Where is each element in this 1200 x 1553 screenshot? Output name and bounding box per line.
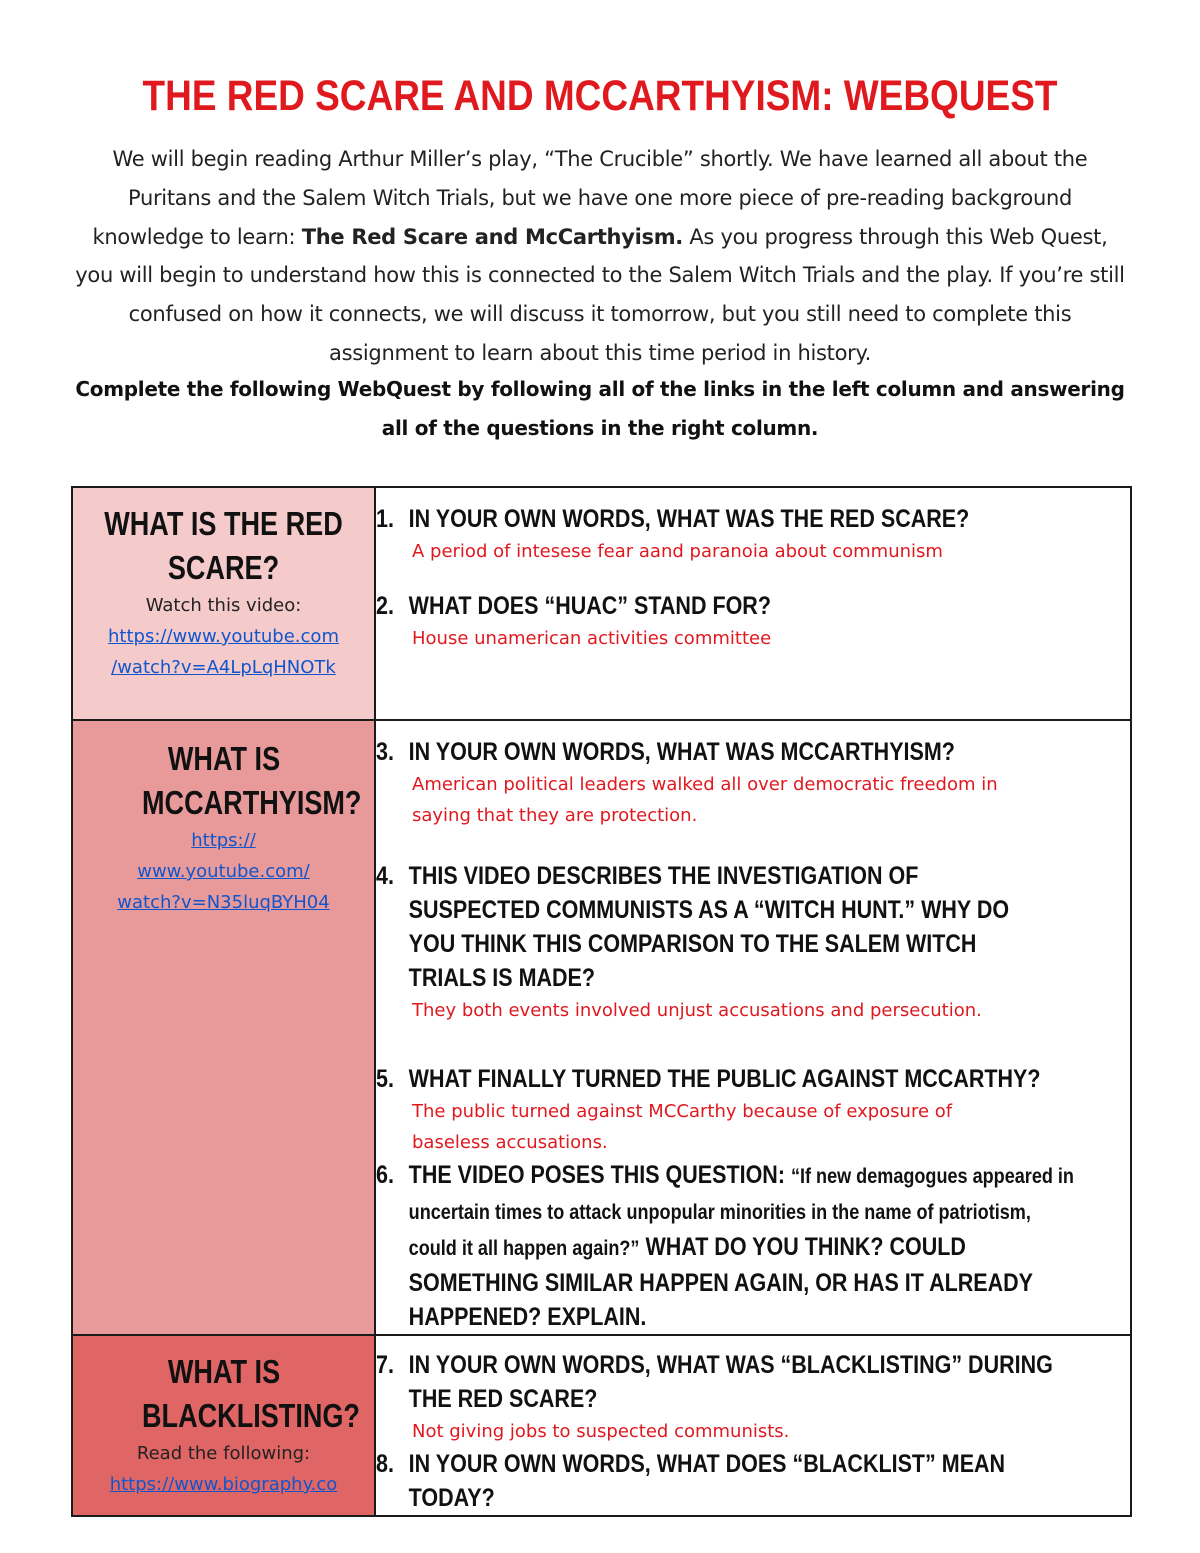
question-4: 4. THIS VIDEO DESCRIBES THE INVESTIGATION OF SUSPECTED COMMUNISTS AS A “WITCH HUNT.” WHY DO YOU THINK THIS COMPARISON TO THE SALEM WITCH TRIALS IS MADE? [376,862,1010,992]
intro-text-1: We will begin reading Arthur Miller’s play, “The Crucible” shortly. We have learned all about the Puritans and the Salem Witch Trials, but we have one more piece of pre-reading background knowledge to learn: [92,147,1088,249]
question-5: 5. WHAT FINALLY TURNED THE PUBLIC AGAINST MCCARTHY? [376,1065,1041,1093]
section-cell-red-scare [72,487,375,720]
intro-text-2: As you progress through this Web Quest, you will begin to understand how this is connected to the Salem Witch Trials and the play. If you’re still confused on how it connects, we will discuss it tomorrow, but you still need to complete this assignment to learn about this time period in history. [75,224,1125,365]
question-6: 6. THE VIDEO POSES THIS QUESTION: “If new demagogues appeared in uncertain times to attack unpopular minorities in the name of patriotism, could it all happen again?” WHAT DO YOU THINK? COULD SOMETHING SIMILAR HAPPEN AGAIN, OR HAS IT ALREADY HAPPENED? EXPLAIN. [376,1161,1074,1331]
answer-7: Not giving jobs to suspected communists. [412,1421,790,1442]
answer-3: American political leaders walked all over democratic freedom in saying that they are protection. [412,774,998,826]
section-subtitle: Read the following: [136,1443,311,1464]
table-row [72,1335,1131,1516]
intro-paragraph [72,140,1128,373]
section-cell-mccarthyism [72,720,375,1335]
intro-bold-topic: The Red Scare and McCarthyism. [301,224,683,249]
section-title: WHAT IS BLACKLISTING? [141,1353,360,1434]
answer-1: A period of intesese fear aand paranoia about communism [412,541,943,562]
answer-5: The public turned against MCCarthy because of exposure of baseless accusations. [412,1101,953,1153]
questions-cell [375,1335,1131,1516]
webquest-table [71,486,1132,1517]
video-link[interactable]: https://www.youtube.com /watch?v=A4LpLqHNOTk [108,626,339,678]
question-8: 8. IN YOUR OWN WORDS, WHAT DOES “BLACKLIST” MEAN TODAY? [376,1450,1006,1512]
question-3: 3. IN YOUR OWN WORDS, WHAT WAS MCCARTHYISM? [376,738,955,766]
section-title: WHAT IS MCCARTHYISM? [141,740,361,821]
table-row [72,487,1131,720]
video-link[interactable]: https:// www.youtube.com/ watch?v=N35luqBYH04 [117,830,330,913]
question-7: 7. IN YOUR OWN WORDS, WHAT WAS “BLACKLISTING” DURING THE RED SCARE? [376,1351,1053,1413]
section-title: WHAT IS THE RED SCARE? [104,505,343,586]
instructions: Complete the following WebQuest by following all of the links in the left column and answering all of the questions in the right column. [75,377,1125,440]
questions-cell [375,487,1131,720]
questions-cell [375,720,1131,1335]
answer-4: They both events involved unjust accusations and persecution. [412,1000,982,1021]
table-row [72,720,1131,1335]
question-2: 2. WHAT DOES “HUAC” STAND FOR? [376,592,771,620]
answer-2: House unamerican activities committee [412,628,772,649]
section-subtitle: Watch this video: [145,595,302,616]
question-1: 1. IN YOUR OWN WORDS, WHAT WAS THE RED SCARE? [376,505,970,533]
section-cell-blacklisting [72,1335,375,1516]
page-title: THE RED SCARE AND MCCARTHYISM: WEBQUEST [142,72,1058,120]
article-link[interactable]: https://www.biography.co [109,1474,338,1495]
